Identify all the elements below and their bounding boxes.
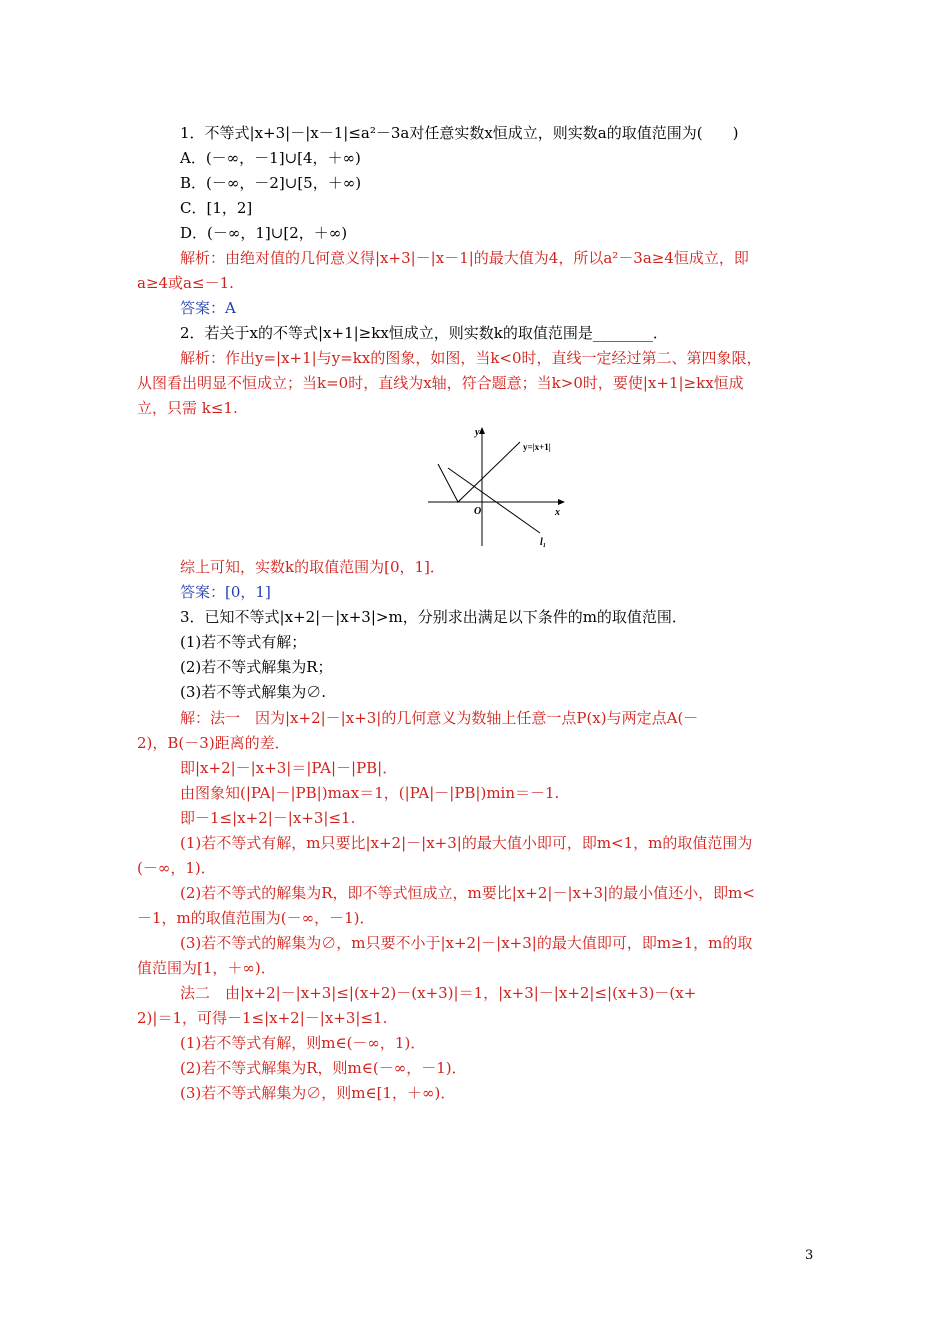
q3-solution-line: (3)若不等式解集为∅，则m∈[1，＋∞)． xyxy=(180,1084,456,1102)
q3-solution-line: －1，m的取值范围为(－∞，－1)． xyxy=(137,909,375,927)
q3-condition-3: (3)若不等式解集为∅. xyxy=(180,683,327,701)
q3-solution-line: 即－1≤|x+2|－|x+3|≤1. xyxy=(180,809,356,827)
q3-condition-2: (2)若不等式解集为R； xyxy=(180,658,333,676)
q2-analysis-line2: 从图看出明显不恒成立；当k=0时，直线为x轴，符合题意；当k>0时，要使|x+1|≥kx恒成 xyxy=(137,374,744,392)
q3-stem: 3．已知不等式|x+2|－|x+3|>m，分别求出满足以下条件的m的取值范围． xyxy=(180,608,687,626)
q1-option-d: D．(－∞，1]∪[2，＋∞) xyxy=(180,224,348,242)
x-axis-label: x xyxy=(555,507,560,518)
q1-option-c: C．[1，2] xyxy=(180,199,253,217)
q3-solution-line: (1)若不等式有解，m只要比|x+2|－|x+3|的最大值小即可，即m<1，m的取值范围为 xyxy=(180,834,753,852)
q3-solution-line: 2)，B(－3)距离的差． xyxy=(137,734,290,752)
q1-option-b: B．(－∞，－2]∪[5，＋∞) xyxy=(180,174,362,192)
q3-condition-1: (1)若不等式有解； xyxy=(180,633,307,651)
q3-solution-line: 值范围为[1，＋∞)． xyxy=(137,959,276,977)
q2-analysis-line1: 解析：作出y=|x+1|与y=kx的图象，如图，当k<0时，直线一定经过第二、第四象限， xyxy=(180,349,762,367)
q3-solution-line: (1)若不等式有解，则m∈(－∞，1)． xyxy=(180,1034,426,1052)
q1-analysis-line1: 解析：由绝对值的几何意义得|x+3|－|x－1|的最大值为4，所以a²－3a≥4恒成立，即 xyxy=(180,249,749,267)
curve-label: y=|x+1| xyxy=(523,442,551,452)
q2-answer: 答案：[0，1] xyxy=(180,583,271,601)
q3-solution-line: (3)若不等式的解集为∅，m只要不小于|x+2|－|x+3|的最大值即可，即m≥1，m的取 xyxy=(180,934,753,952)
q1-answer: 答案：A xyxy=(180,299,236,317)
q3-solution-line: 由图象知(|PA|－|PB|)max＝1，(|PA|－|PB|)min＝－1. xyxy=(180,784,560,802)
line-l1-label: l₁ xyxy=(540,537,547,548)
y-axis-label: y xyxy=(475,427,480,438)
q3-solution-line: 2)|＝1，可得－1≤|x+2|－|x+3|≤1. xyxy=(137,1009,388,1027)
q1-option-a: A．(－∞，－1]∪[4，＋∞) xyxy=(180,149,361,167)
q2-analysis-line3: 立，只需 k≤1. xyxy=(137,399,238,417)
origin-label: O xyxy=(474,506,482,517)
y-axis-arrow xyxy=(479,427,485,434)
q3-solution-line: 法二 由|x+2|－|x+3|≤|(x+2)－(x+3)|＝1，|x+3|－|x+2|≤|(x+3)－(x+ xyxy=(180,984,697,1002)
page-number: 3 xyxy=(805,1248,814,1263)
q2-stem: 2．若关于x的不等式|x+1|≥kx恒成立，则实数k的取值范围是________． xyxy=(180,324,668,342)
q3-solution-line: 即|x+2|－|x+3|＝|PA|－|PB|． xyxy=(180,759,398,777)
q2-conclusion: 综上可知，实数k的取值范围为[0，1]． xyxy=(180,558,445,576)
abs-curve xyxy=(438,442,520,502)
graph-figure xyxy=(420,420,580,550)
line-l1 xyxy=(448,468,540,533)
q3-solution-line: (2)若不等式解集为R，则m∈(－∞，－1)． xyxy=(180,1059,467,1077)
q3-solution-line: (2)若不等式的解集为R，即不等式恒成立，m要比|x+2|－|x+3|的最小值还小，即m< xyxy=(180,884,755,902)
x-axis-arrow xyxy=(558,499,565,505)
q3-solution-line: 解：法一 因为|x+2|－|x+3|的几何意义为数轴上任意一点P(x)与两定点A(－ xyxy=(180,709,699,727)
q3-solution-line: (－∞，1)． xyxy=(137,859,216,877)
q1-stem: 1．不等式|x+3|－|x－1|≤a²－3a对任意实数x恒成立，则实数a的取值范围为( ) xyxy=(180,124,739,142)
q1-analysis-line2: a≥4或a≤－1. xyxy=(137,274,234,292)
